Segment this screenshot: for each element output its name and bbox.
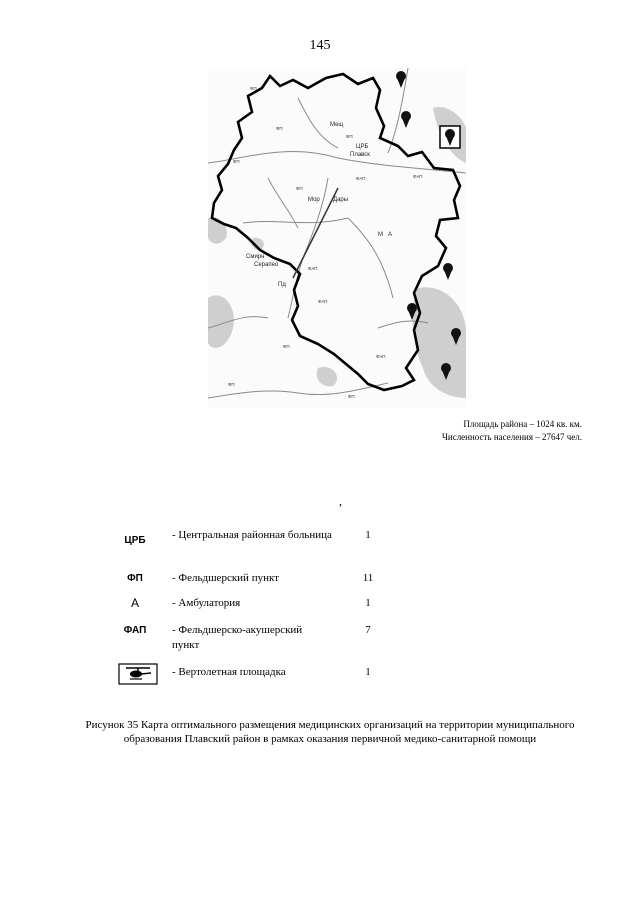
place-label: Смирн — [246, 254, 265, 260]
district-area: Площадь района – 1024 кв. км. — [463, 419, 582, 429]
legend-label: - Амбулатория — [172, 597, 241, 609]
facility-label: ФП — [348, 394, 355, 399]
figure-caption: Рисунок 35 Карта оптимального размещения медицинских организаций на территории муниципального образования Плавский район в рамках оказания первичной медико-санитарной помощи — [85, 719, 575, 745]
facility-label: ФП — [228, 382, 235, 387]
fp-symbol-icon: ФП — [127, 573, 143, 584]
place-label: Пд — [278, 282, 286, 288]
legend-count: 1 — [365, 597, 371, 609]
district-map — [208, 68, 466, 408]
crb-symbol-icon: ЦРБ — [124, 535, 146, 546]
facility-label: ФП — [233, 159, 240, 164]
stray-comma: , — [339, 494, 342, 508]
ambulatory-symbol-icon: А — [130, 596, 139, 610]
facility-label: ФАП — [356, 176, 366, 181]
place-label: ЦРБ — [356, 144, 369, 150]
facility-label: ФАП — [308, 266, 318, 271]
place-label: А — [388, 232, 393, 238]
place-label: Дары — [333, 197, 349, 203]
legend-count: 1 — [365, 666, 371, 678]
town-label: Плавск — [350, 152, 370, 158]
place-label: Мещ — [330, 122, 344, 128]
facility-label: ФП — [276, 126, 283, 131]
place-label: М — [378, 232, 383, 238]
district-population: Численность населения – 27647 чел. — [442, 432, 582, 442]
fap-symbol-icon: ФАП — [123, 625, 147, 636]
facility-label: ФП — [346, 134, 353, 139]
helipad-marker — [440, 126, 460, 148]
helicopter-icon — [118, 663, 158, 685]
facility-label: ФАП — [413, 174, 423, 179]
legend-count: 7 — [365, 624, 371, 636]
legend-label: - Центральная районная больница — [172, 529, 332, 541]
facility-label: ФАП — [318, 299, 328, 304]
facility-label: ФП — [296, 186, 303, 191]
facility-label: ФП — [250, 86, 257, 91]
legend-label: - Фельдшерский пункт — [172, 572, 279, 584]
page-number: 145 — [309, 38, 331, 53]
legend-label: - Фельдшерско-акушерский пункт — [172, 624, 303, 651]
facility-label: ФАП — [376, 354, 386, 359]
legend-count: 1 — [365, 529, 371, 541]
map-info — [442, 418, 582, 444]
legend-label: - Вертолетная площадка — [172, 666, 286, 678]
legend-count: 11 — [362, 572, 374, 584]
facility-label: ФП — [283, 344, 290, 349]
place-label: Мор — [308, 197, 320, 203]
place-label: Серапео — [254, 262, 279, 268]
